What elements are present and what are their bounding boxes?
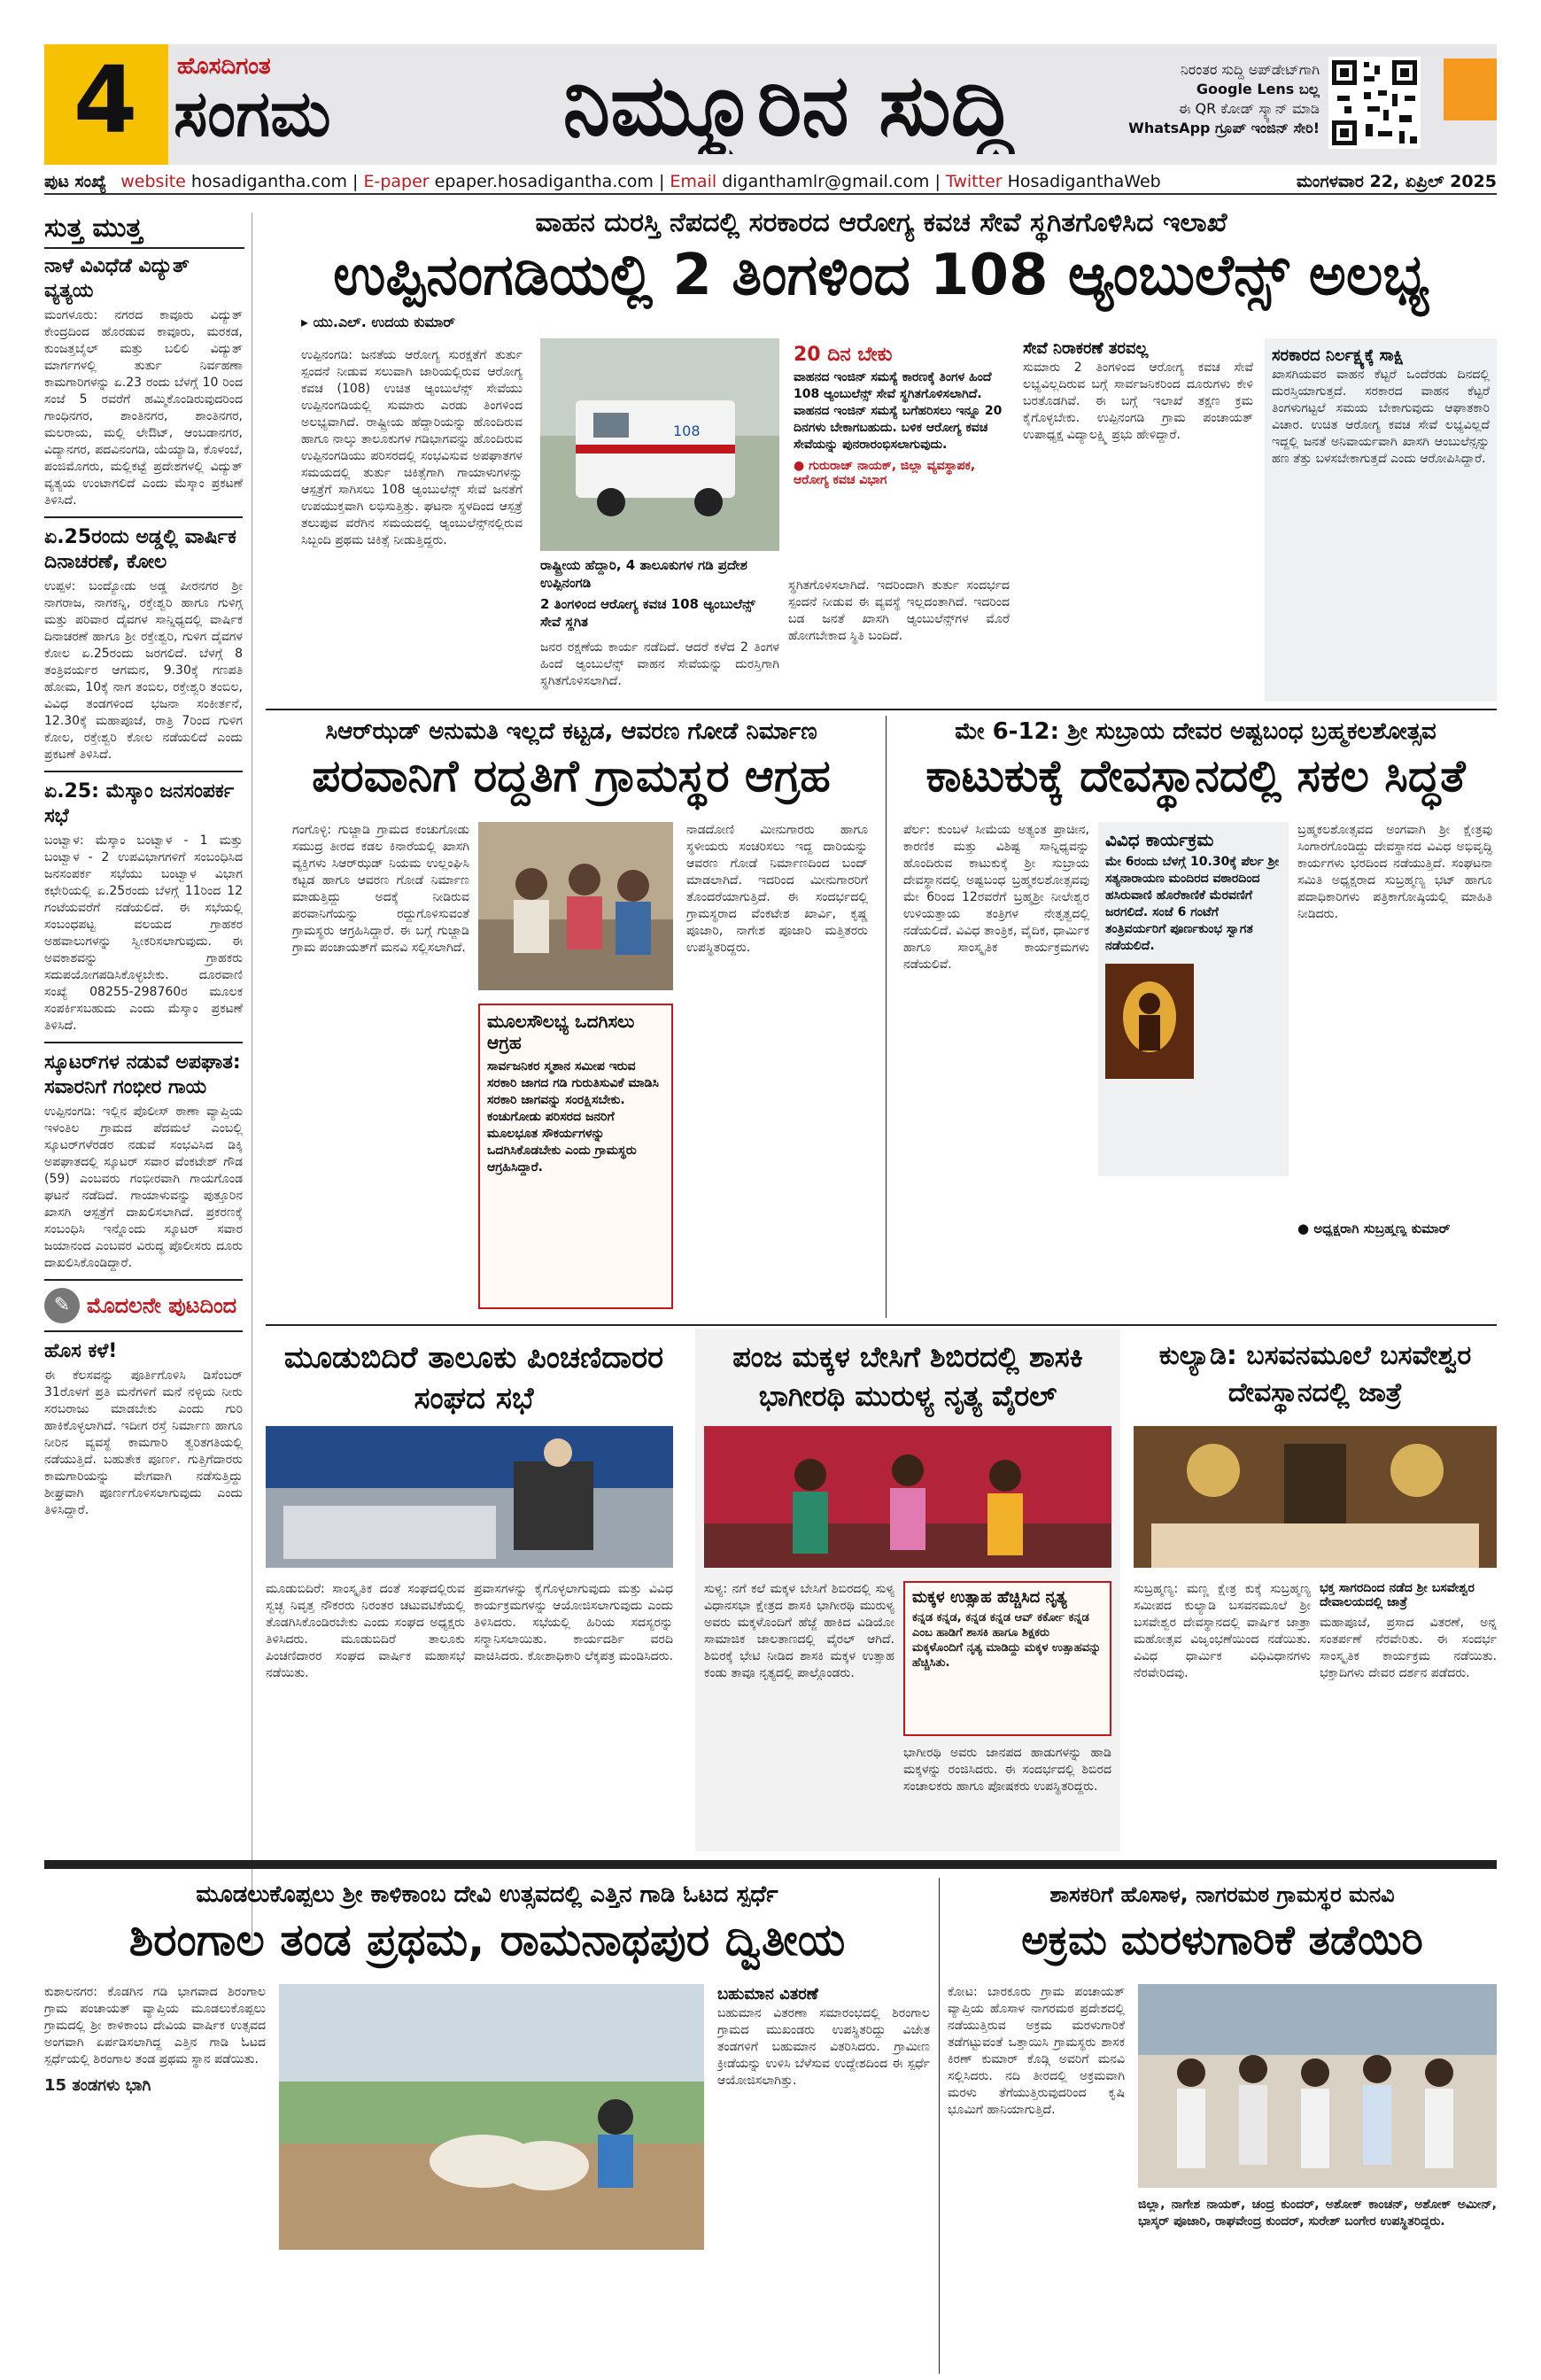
sidebar-title: ಸುತ್ತ ಮುತ್ತ xyxy=(44,213,244,249)
divider xyxy=(44,1330,243,1332)
box-body: ಕನ್ನಡ ಕನ್ನಡ, ಕನ್ನಡ ಕನ್ನಡ ಆವ್ ಕರ್ಕೋ ಕನ್ನಡ ಎಂಬ ಹಾಡಿಗೆ ಶಾಸಕಿ ಹಾಗೂ ಶಿಕ್ಷಕರು ಮಕ್ಕಳೊಂದಿಗೆ ನೃತ್ಯ ಮಾಡಿದ್ದು ಮಕ್ಕಳ ಉತ್ಸಾಹವನ್ನು ಹೆಚ್ಚಿಸಿತು. xyxy=(912,1611,1102,1670)
box-body: ಸಾರ್ವಜನಿಕರ ಸ್ಮಶಾನ ಸಮೀಪ ಇರುವ ಸರಕಾರಿ ಜಾಗದ ಗಡಿ ಗುರುತಿಸುವಿಕೆ ಮಾಡಿಸಿ ಸರಕಾರಿ ಜಾಗವನ್ನು ಸಂರಕ್ಷಿಸಬೇಕು. ಕಂಚುಗೋಡು ಪರಿಸರದ ಜನರಿಗೆ ಮೂಲಭೂತ ಸೌಕರ್ಯಗಳನ್ನು ಒದಗಿಸಿಕೊಡಬೇಕು ಎಂದು ಗ್ರಾಮಸ್ಥರು ಆಗ್ರಹಿಸಿದ್ದಾರೆ. xyxy=(487,1059,659,1174)
brief-headline: ನಾಳೆ ವಿವಿಧೆಡೆ ವಿದ್ಯುತ್ ವ್ಯತ್ಯಯ xyxy=(44,255,190,302)
villagers-photo xyxy=(478,822,673,990)
box-title: ಭಕ್ತ ಸಾಗರದಿಂದ ನಡೆದ ಶ್ರೀ ಬಸವೇಶ್ವರ ದೇವಾಲಯದಲ್ಲಿ ಜಾತ್ರೆ xyxy=(1320,1581,1475,1609)
story-headline: ಪರವಾನಿಗೆ ರದ್ದತಿಗೆ ಗ್ರಾಮಸ್ಥರ ಆಗ್ರಹ xyxy=(312,750,831,802)
lead-photo-column: ಜನರ ರಕ್ಷಣೆಯ ಕಾರ್ಯ ನಡೆದಿದೆ. ಆದರೆ ಕಳೆದ 2 ತಿಂಗಳ ಹಿಂದೆ ಆ್ಯಂಬುಲೆನ್ಸ್ ವಾಹನ ಸೇವೆಯನ್ನು ದುರಸ್ತಿಗಾಗಿ ಸ್ಥಗಿತಗೊಳಿಸಲಾಗಿದೆ. xyxy=(540,640,779,688)
brief-body: ಉಪ್ಪಳ: ಬಂದ್ಯೋಡು ಅಡ್ಡ ಪೀರನಗರ ಶ್ರೀ ನಾಗರಾಜ, ನಾಗಕನ್ನಿ, ರಕ್ತೇಶ್ವರಿ ಹಾಗೂ ಗುಳಿಗ್ಗ ಮತ್ತು ಪರಿವಾರ ದೈವಗಳ ಸಾನ್ನಿಧ್ಯದಲ್ಲಿ ವಾರ್ಷಿಕ ದಿನಾಚರಣೆ ಹಾಗೂ ಶ್ರೀ ರಕ್ತೇಶ್ವರಿ, ಗುಳಿಗ ದೈವಗಳ ಕೋಲ ಏ.25ರಂದು ಜರಗಲಿದೆ. ಬೆಳಗ್ಗೆ 8 ತಂತ್ರಿವರ್ಯರ ಆಗಮನ, 9.30ಕ್ಕೆ ಗಣಪತಿ ಹೋಮ, 10ಕ್ಕೆ ನಾಗ ತಂಬಿಲ, ರಕ್ತೇಶ್ವರಿ ತಂಬಿಲ, ವಿವಿಧ ತಂಡಗಳಿಂದ ಭಜನಾ ಸಂಕೀರ್ತನೆ, 12.30ಕ್ಕೆ ಮಹಾಪೂಜೆ, ರಾತ್ರಿ 7ರಿಂದ ಗುಳಿಗ ಕೋಲ, ರಕ್ತೇಶ್ವರಿ ಕೋಲ ನಡೆಯಲಿದೆ ಎಂದು ಪ್ರಕಟಣೆ ತಿಳಿಸಿದೆ. xyxy=(44,579,243,762)
qr-code-icon[interactable] xyxy=(1328,57,1421,149)
brief-body: ಮಂಗಳೂರು: ನಗರದ ಕಾವೂರು ವಿದ್ಯುತ್ ಕೇಂದ್ರದಿಂದ ಹೊರಡುವ ಕಾವೂರು, ಮರಕಡ, ಕುಂಜತ್ತಬೈಲ್ ಮತ್ತು ಬಲಿಲಿ ವಿದ್ಯುತ್ ಮಾರ್ಗಗಳಲ್ಲಿ ತುರ್ತು ನಿರ್ವಹಣಾ ಕಾಮಗಾರಿಗಳನ್ನು ಏ.23 ರಂದು ಬೆಳಗ್ಗೆ 10 ರಿಂದ ಸಂಜೆ 5 ರವರೆಗೆ ಹಮ್ಮಿಕೊಂಡಿರುವುದರಿಂದ ಗಾಂಧಿನಗರ, ಶಾಂತಿನಗರ, ಶಾಂತಿನಗರ, ಮಲರಾಯ, ಮಲ್ಲಿ ಲೇಔಟ್, ಆಂಬಡಾನಗರ, ವಿದ್ಯಾನಗರ, ಪದವಿನಂಗಡಿ, ಯೆಯ್ಯಾಡಿ, ಕೊಳಂಬೆ, ಪಂಜಿಮೊಗರು, ಮಲ್ಲಿಕಟ್ಟೆ ಪ್ರದೇಶಗಳಲ್ಲಿ ವಿದ್ಯುತ್ ವ್ಯತ್ಯಯ ಉಂಟಾಗಲಿದೆ ಎಂದು ಮೆಸ್ಕಾಂ ಪ್ರಕಟಣೆ ತಿಳಿಸಿದೆ. xyxy=(44,308,243,508)
byline-name: ಯು.ಎಲ್. ಉದಯ ಕುಮಾರ್ xyxy=(313,314,456,330)
attribution-text: ಅಧ್ಯಕ್ಷರಾಗಿ ಸುಬ್ರಹ್ಮಣ್ಯ ಕುಮಾರ್ xyxy=(1313,1221,1451,1237)
ambulance-photo xyxy=(540,338,779,551)
column-subhead: 15 ತಂಡಗಳು ಭಾಗಿ xyxy=(44,2076,151,2095)
box-title: ವಿವಿಧ ಕಾರ್ಯಕ್ರಮ xyxy=(1105,829,1214,850)
story-mla-dance xyxy=(695,1329,1120,1851)
box-title: ಮೂಲಸೌಲಭ್ಯ ಒದಗಿಸಲು ಆಗ್ರಹ xyxy=(487,1011,635,1053)
attribution-text: ಗುರುರಾಜ್ ನಾಯಕ್, ಜಿಲ್ಲಾ ವ್ಯವಸ್ಥಾಪಕ, ಆರೋಗ್ಯ ಕವಚ ವಿಭಾಗ xyxy=(794,459,976,487)
email-link[interactable]: diganthamlr@gmail.com xyxy=(722,172,930,191)
column-subhead: ಸರಕಾರದ ನಿರ್ಲಕ್ಷ್ಯಕ್ಕೆ ಸಾಕ್ಷಿ xyxy=(1272,346,1404,365)
story-kicker: ಶಾಸಕರಿಗೆ ಹೊಸಾಳ, ನಾಗರಮಠ ಗ್ರಾಮಸ್ಥರ ಮನವಿ xyxy=(1049,1882,1395,1907)
divider xyxy=(266,1324,1497,1326)
twitter-label: Twitter xyxy=(945,172,1003,191)
qr-line: WhatsApp ಗ್ರೂಪ್ ಇಂಜಿನ್ ಸೇರಿ! xyxy=(1128,120,1320,136)
quote-attribution: ● ಗುರುರಾಜ್ ನಾಯಕ್, ಜಿಲ್ಲಾ ವ್ಯವಸ್ಥಾಪಕ, ಆರೋಗ್ಯ ಕವಚ ವಿಭಾಗ xyxy=(794,459,976,487)
divider xyxy=(886,716,887,1318)
story-column: ಪೆರ್ಲ: ಕುಂಬಳೆ ಸೀಮೆಯ ಅತ್ಯಂತ ಪ್ರಾಚೀನ, ಕಾರಣಿಕ ಮತ್ತು ವಿಶಿಷ್ಟ ಸಾನ್ನಿಧ್ಯವನ್ನು ಹೊಂದಿರುವ ಕಾಟುಕುಕ್ಕೆ ಶ್ರೀ ಸುಬ್ರಾಯ ದೇವಸ್ಥಾನದಲ್ಲಿ ಅಷ್ಟಬಂಧ ಬ್ರಹ್ಮಕಲಶೋತ್ಸವವು ಮೇ 6ರಿಂದ 12ರವರೆಗೆ ಬ್ರಹ್ಮಶ್ರೀ ನೀಲೇಶ್ವರ ಉಳಿಯತ್ತಾಯ ತಂತ್ರಿಗಳ ನೇತೃತ್ವದಲ್ಲಿ ನಡೆಯಲಿದೆ. ವಿವಿಧ ತಾಂತ್ರಿಕ, ವೈದಿಕ, ಧಾರ್ಮಿಕ ಹಾಗೂ ಸಾಂಸ್ಕೃತಿಕ ಕಾರ್ಯಕ್ರಮಗಳು ನಡೆಯಲಿವೆ. xyxy=(903,823,1089,972)
divider xyxy=(939,1878,940,2374)
deity-photo xyxy=(1105,964,1194,1079)
box-body: ಮೇ 6ರಂದು ಬೆಳಗ್ಗೆ 10.30ಕ್ಕೆ ಪೆರ್ಲ ಶ್ರೀ ಸತ್ಯನಾರಾಯಣ ಮಂದಿರದ ವಠಾರದಿಂದ ಹಸಿರುವಾಣಿ ಹೊರೆಕಾಣಿಕೆ ಮೆರವಣಿಗೆ ಜರಗಲಿದೆ. ಸಂಜೆ 6 ಗಂಟೆಗೆ ತಂತ್ರಿವರ್ಯರಿಗೆ ಪೂರ್ಣಕುಂಭ ಸ್ವಾಗತ ನಡೆಯಲಿದೆ. xyxy=(1105,855,1279,953)
banner-title: ನಿಮ್ಮೂರಿನ ಸುದ್ದಿ xyxy=(562,57,1014,154)
divider xyxy=(44,1279,243,1281)
website-link[interactable]: hosadigantha.com xyxy=(190,172,347,191)
story-column: ಕೋಟ: ಬಾರಕೂರು ಗ್ರಾಮ ಪಂಚಾಯತ್ ವ್ಯಾಪ್ತಿಯ ಹೊಸಾಳ ನಾಗರಮಠ ಪ್ರದೇಶದಲ್ಲಿ ನಡೆಯುತ್ತಿರುವ ಅಕ್ರಮ ಮರಳುಗಾರಿಕೆ ತಡೆಗಟ್ಟುವಂತೆ ಒತ್ತಾಯಿಸಿ ಗ್ರಾಮಸ್ಥರು ಶಾಸಕ ಕಿರಣ್ ಕುಮಾರ್ ಕೊಡ್ಗಿ ಅವರಿಗೆ ಮನವಿ ಸಲ್ಲಿಸಿದರು. ನದಿ ತೀರದಲ್ಲಿ ಅಕ್ರಮವಾಗಿ ಮರಳು ತೆಗೆಯುತ್ತಿರುವುದರಿಂದ ಕೃಷಿ ಭೂಮಿಗೆ ಹಾನಿಯಾಗುತ್ತಿದೆ. xyxy=(948,1985,1125,2117)
fair-side xyxy=(1320,1581,1497,1847)
divider xyxy=(44,771,243,772)
column-subhead: ಸೇವೆ ನಿರಾಕರಣೆ ತರವಲ್ಲ xyxy=(1023,339,1149,358)
divider xyxy=(266,709,1497,710)
quote-box xyxy=(788,338,1010,560)
column-text: ಕುಶಾಲನಗರ: ಕೊಡಗಿನ ಗಡಿ ಭಾಗವಾದ ಶಿರಂಗಾಲ ಗ್ರಾಮ ಪಂಚಾಯತ್ ವ್ಯಾಪ್ತಿಯ ಮೂಡಲುಕೊಪ್ಪಲು ಗ್ರಾಮದಲ್ಲಿ ಶ್ರೀ ಕಾಳಿಕಾಂಬ ದೇವಿಯ ವಾರ್ಷಿಕ ಉತ್ಸವದ ಅಂಗವಾಗಿ ಏರ್ಪಡಿಸಲಾಗಿದ್ದ ಎತ್ತಿನ ಗಾಡಿ ಓಟದ ಸ್ಪರ್ಧೆಯಲ್ಲಿ ಶಿರಂಗಾಲ ತಂಡ ಪ್ರಥಮ ಸ್ಥಾನ ಪಡೆಯಿತು. xyxy=(44,1985,266,2066)
section-divider xyxy=(44,1860,1497,1869)
story-pensioners xyxy=(266,1329,682,1851)
brief-body: ಬಂಟ್ವಾಳ: ಮೆಸ್ಕಾಂ ಬಂಟ್ವಾಳ - 1 ಮತ್ತು ಬಂಟ್ವಾಳ - 2 ಉಪವಿಭಾಗಗಳಿಗೆ ಸಂಬಂಧಿಸಿದ ಜನಸಂಪರ್ಕ ಸಭೆಯು ಬಂಟ್ವಾಳ ವಿಭಾಗ ಕಛೇರಿಯಲ್ಲಿ ಏ.25ರಂದು ಬೆಳಗ್ಗೆ 11ರಿಂದ 12 ಗಂಟೆಯವರೆಗೆ ನಡೆಯಲಿದೆ. ಈ ಸಭೆಯಲ್ಲಿ ಸಂಬಂಧಪಟ್ಟ ವಲಯದ ಗ್ರಾಹಕರ ಅಹವಾಲುಗಳನ್ನು ಸ್ವೀಕರಿಸಲಾಗುವುದು. ಈ ಅವಕಾಶವನ್ನು ಗ್ರಾಹಕರು ಸದುಪಯೋಗಪಡಿಸಿಕೊಳ್ಳಬೇಕು. ದೂರವಾಣಿ ಸಂಖ್ಯೆ 08255-298760ರ ಮೂಲಕ ಸಂಪರ್ಕಿಸಬಹುದು ಎಂದು ಮೆಸ್ಕಾಂ ಪ್ರಕಟಣೆ ತಿಳಿಸಿದೆ. xyxy=(44,833,243,1033)
email-label: Email xyxy=(670,172,717,191)
story-column: ಮೂಡುಬಿದಿರೆ: ಸಾಂಸ್ಕೃತಿಕ ದಂತೆ ಸಂಘದಲ್ಲಿರುವ ಸ್ವಚ್ಛ ನಿವೃತ್ತ ನೌಕರರು ನಿರಂತರ ಚಟುವಟಿಕೆಯಲ್ಲಿ ತೊಡಗಿಸಿಕೊಂಡಿರಬೇಕು ಎಂದು ಸಂಘದ ಅಧ್ಯಕ್ಷರು ತಿಳಿಸಿದರು. ಮೂಡುಬಿದಿರೆ ತಾಲೂಕು ಪಿಂಚಣಿದಾರರ ಸಂಘದ ವಾರ್ಷಿಕ ಮಹಾಸಭೆ ನಡೆಯಿತು. xyxy=(266,1582,465,1680)
story-temple xyxy=(894,716,1497,1318)
lead-column-4 xyxy=(1023,338,1253,702)
lead-column-5 xyxy=(1265,338,1497,702)
brief-body: ಉಪ್ಪಿನಂಗಡಿ: ಇಲ್ಲಿನ ಪೊಲೀಸ್ ಠಾಣಾ ವ್ಯಾಪ್ತಿಯ ಇಳಂತಿಲ ಗ್ರಾಮದ ಪೆದಮಲೆ ಎಂಬಲ್ಲಿ ಸ್ಕೂಟರ್‌ಗಳೆರಡರ ನಡುವೆ ಸಂಭವಿಸಿದ ಡಿಕ್ಕಿ ಅಪಘಾತದಲ್ಲಿ ಸ್ಕೂಟರ್ ಸವಾರ ವೆಂಕಟೇಶ್ ಗೌಡ (59) ಎಂಬವರು ಗಂಭೀರವಾಗಿ ಗಾಯಗೊಂಡ ಘಟನೆ ನಡೆದಿದೆ. ಗಾಯಾಳುವನ್ನು ಪುತ್ತೂರಿನ ಖಾಸಗಿ ಆಸ್ಪತ್ರೆಗೆ ದಾಖಲಿಸಲಾಗಿದೆ. ಪ್ರಕರಣಕ್ಕೆ ಸಂಬಂಧಿಸಿ ಇನ್ನೊಂದು ಸ್ಕೂಟರ್ ಸವಾರ ಜಯಾನಂದ ಎಂಬವರ ವಿರುದ್ಧ ಪೊಲೀಸರು ದೂರು ದಾಖಲಿಸಿಕೊಂಡಿದ್ದಾರೆ. xyxy=(44,1105,243,1270)
lead-story xyxy=(266,205,1497,702)
box-title: ಮಕ್ಕಳ ಉತ್ಸಾಹ ಹೆಚ್ಚಿಸಿದ ನೃತ್ಯ xyxy=(912,1588,1067,1607)
info-bar: ಪುಟ ಸಂಖ್ಯೆ website hosadigantha.com | E-paper epaper.hosadigantha.com | Email diganthamlr@gmail.com | Twitter HosadiganthaWeb ಮಂಗಳವಾರ 22, ಏಪ್ರಿಲ್ 2025 xyxy=(44,168,1497,195)
bullock-race-photo xyxy=(279,1984,704,2250)
column-text: ಖಾಸಗಿಯವರ ವಾಹನ ಕೆಟ್ಟರೆ ಒಂದೆರಡು ದಿನದಲ್ಲಿ ದುರಸ್ತಿಯಾಗುತ್ತದೆ. ಸರಕಾರದ ವಾಹನ ಕೆಟ್ಟರೆ ತಿಂಗಳುಗಟ್ಟಲೆ ಸಮಯ ಬೇಕಾಗುವುದು ಆಘಾತಕಾರಿ ವಿಚಾರ. ಉಚಿತ ಆರೋಗ್ಯ ಕವಚ ಸೇವೆ ಲಭ್ಯವಿಲ್ಲದೆ ಇದ್ದಲ್ಲಿ ಜನತೆ ಅನಿವಾರ್ಯವಾಗಿ ಖಾಸಗಿ ಆಂಬುಲೆನ್ಸನ್ನು ಹಣ ತೆತ್ತು ಬಳಸಬೇಕಾಗುತ್ತದೆ ಎಂದು ಆರೋಪಿಸಿದ್ದಾರೆ. xyxy=(1272,368,1490,466)
story-headline: ಅಕ್ರಮ ಮರಳುಗಾರಿಕೆ ತಡೆಯಿರಿ xyxy=(1021,1916,1423,1964)
issue-date: ಮಂಗಳವಾರ 22, ಏಪ್ರಿಲ್ 2025 xyxy=(1296,172,1497,191)
temple-attribution: ● ಅಧ್ಯಕ್ಷರಾಗಿ ಸುಬ್ರಹ್ಮಣ್ಯ ಕುಮಾರ್ xyxy=(1297,1221,1451,1237)
brief-headline: ಏ.25ರಂದು ಅಡ್ಡಲ್ಲಿ ವಾರ್ಷಿಕ ದಿನಾಚರಣೆ, ಕೋಲ xyxy=(44,526,236,573)
quote-box-title: 20 ದಿನ ಬೇಕು xyxy=(794,344,893,366)
story-column: ಸುಬ್ರಹ್ಮಣ್ಯ: ಮಣ್ಣ ಕ್ಷೇತ್ರ ಕುಕ್ಕೆ ಸುಬ್ರಹ್ಮಣ್ಯ ಸಮೀಪದ ಕುಲ್ಯಾಡಿ ಬಸವನಮೂಲೆ ಶ್ರೀ ಬಸವೇಶ್ವರ ದೇವಸ್ಥಾನದಲ್ಲಿ ವಾರ್ಷಿಕ ಜಾತ್ರಾ ಮಹೋತ್ಸವ ವಿಜೃಂಭಣೆಯಿಂದ ನಡೆಯಿತು. ವಿವಿಧ ಧಾರ್ಮಿಕ ವಿಧಿವಿಧಾನಗಳು ನೆರವೇರಿದವು. xyxy=(1134,1582,1311,1680)
divider xyxy=(44,516,243,518)
epaper-link[interactable]: epaper.hosadigantha.com xyxy=(434,172,654,191)
epaper-label: E-paper xyxy=(363,172,430,191)
demand-box xyxy=(478,1004,673,1309)
story-column: ಮಹಾಪೂಜೆ, ಪ್ರಸಾದ ವಿತರಣೆ, ಅನ್ನ ಸಂತರ್ಪಣೆ ನೆರವೇರಿತು. ಈ ಸಂದರ್ಭ ಸಾಂಸ್ಕೃತಿಕ ಕಾರ್ಯಕ್ರಮ ನಡೆಯಿತು. ಭಕ್ತಾದಿಗಳು ದೇವರ ದರ್ಶನ ಪಡೆದರು. xyxy=(1320,1616,1497,1680)
lead-kicker: ವಾಹನ ದುರಸ್ತಿ ನೆಪದಲ್ಲಿ ಸರಕಾರದ ಆರೋಗ್ಯ ಕವಚ ಸೇವೆ ಸ್ಥಗಿತಗೊಳಿಸಿದ ಇಲಾಖೆ xyxy=(535,207,1227,238)
brief-headline: ಸ್ಕೂಟರ್‌ಗಳ ನಡುವೆ ಅಪಘಾತ: ಸವಾರನಿಗೆ ಗಂಭೀರ ಗಾಯ xyxy=(44,1051,241,1098)
lead-column-1: ಉಪ್ಪಿನಂಗಡಿ: ಜನತೆಯ ಆರೋಗ್ಯ ಸುರಕ್ಷತೆಗೆ ತುರ್ತು ಸ್ಪಂದನೆ ನೀಡುವ ಸಲುವಾಗಿ ಜಾರಿಯಲ್ಲಿರುವ ಆರೋಗ್ಯ ಕವಚ (108) ಉಚಿತ ಆ್ಯಂಬುಲೆನ್ಸ್ ಸೇವೆಯು ಉಪ್ಪಿನಂಗಡಿಯಲ್ಲಿ ಸುಮಾರು ಎರಡು ತಿಂಗಳಿಂದ ಅಲಭ್ಯವಾಗಿದೆ. ರಾಷ್ಟ್ರೀಯ ಹೆದ್ದಾರಿಯನ್ನು ಹೊಂದಿರುವ ಹಾಗೂ ನಾಲ್ಕು ತಾಲೂಕುಗಳ ಗಡಿಭಾಗವನ್ನು ಹೊಂದಿರುವ ಉಪ್ಪಿನಂಗಡಿಯು ಪರಿಸರದಲ್ಲಿ ಸಂಭವಿಸುವ ಅಪಘಾತಗಳ ಸಮಯದಲ್ಲಿ ತುರ್ತು ಚಿಕಿತ್ಸೆಗಾಗಿ ಗಾಯಾಳುಗಳನ್ನು ಆಸ್ಪತ್ರೆಗೆ ಸಾಗಿಸಲು 108 ಆ್ಯಂಬುಲೆನ್ಸ್ ಸೇವೆ ಜನತೆಗೆ ಉಪಯುಕ್ತವಾಗಿ ಲಭಿಸುತ್ತಿತ್ತು. ಘಟನಾ ಸ್ಥಳದಿಂದ ಆಸ್ಪತ್ರೆ ತಲುಪುವ ವರೆಗಿನ ಸಮಯದಲ್ಲಿ ಆ್ಯಂಬುಲೆನ್ಸ್‌ನಲ್ಲಿರುವ ಸಿಬ್ಬಂದಿ ಪ್ರಥಮ ಚಿಕಿತ್ಸೆ ನೀಡುತ್ತಿದ್ದರು. xyxy=(301,348,523,547)
caption-line: 2 ತಿಂಗಳಿಂದ ಆರೋಗ್ಯ ಕವಚ 108 ಆ್ಯಂಬುಲೆನ್ಸ್ ಸೇವೆ ಸ್ಥಗಿತ xyxy=(540,596,755,630)
lead-column-3: ಸ್ಥಗಿತಗೊಳಿಸಲಾಗಿದೆ. ಇದರಿಂದಾಗಿ ತುರ್ತು ಸಂದರ್ಭದ ಸ್ಪಂದನೆ ನೀಡುವ ಈ ವ್ಯವಸ್ಥೆ ಇಲ್ಲದಂತಾಗಿದೆ. ಇದರಿಂದ ಬಡ ಜನತೆ ಖಾಸಗಿ ಆ್ಯಂಬುಲೆನ್ಸ್‌ಗಳ ಮೊರೆ ಹೋಗಬೇಕಾದ ಸ್ಥಿತಿ ಬಂದಿದೆ. xyxy=(788,578,1010,643)
petition-photo xyxy=(1138,1984,1497,2188)
story-column: ಬ್ರಹ್ಮಕಲಶೋತ್ಸವದ ಅಂಗವಾಗಿ ಶ್ರೀ ಕ್ಷೇತ್ರವು ಸಿಂಗಾರಗೊಂಡಿದ್ದು ದೇವಸ್ಥಾನದ ವಿವಿಧ ಅಭಿವೃದ್ಧಿ ಕಾರ್ಯಗಳು ಭರದಿಂದ ನಡೆಯುತ್ತಿದೆ. ಸಂಘಟನಾ ಸಮಿತಿ ಅಧ್ಯಕ್ಷರಾದ ಸುಬ್ರಹ್ಮಣ್ಯ ಭಟ್ ಹಾಗೂ ಪದಾಧಿಕಾರಿಗಳು ಪತ್ರಿಕಾಗೋಷ್ಠಿಯಲ್ಲಿ ಮಾಹಿತಿ ನೀಡಿದರು. xyxy=(1297,823,1492,921)
svg-text:108: 108 xyxy=(673,423,701,439)
sidebar-briefs xyxy=(44,213,252,1949)
twitter-link[interactable]: HosadiganthaWeb xyxy=(1007,172,1161,191)
brief-headline: ಏ.25: ಮೆಸ್ಕಾಂ ಜನಸಂಪರ್ಕ ಸಭೆ xyxy=(44,780,235,827)
caption-line: ರಾಷ್ಟ್ರೀಯ ಹೆದ್ದಾರಿ, 4 ತಾಲೂಕುಗಳ ಗಡಿ ಪ್ರದೇಶ ಉಪ್ಪಿನಂಗಡಿ xyxy=(540,557,747,591)
story-bullock-race xyxy=(44,1878,930,2374)
photo-caption: ಜಿಲ್ಲಾ, ನಾಗೇಶ ನಾಯಕ್, ಚಂದ್ರ ಕುಂದರ್, ಅಶೋಕ್ ಕಾಂಚನ್, ಅಶೋಕ್ ಅಮೀನ್, ಭಾಸ್ಕರ್ ಪೂಜಾರಿ, ರಾಘವೇಂದ್ರ ಕುಂದರ್, ಸುರೇಶ್ ಬಂಗೇರ ಉಪಸ್ಥಿತರಿದ್ದರು. xyxy=(1138,2198,1497,2229)
continued-label: ಮೊದಲನೇ ಪುಟದಿಂದ xyxy=(87,1293,237,1318)
story-headline: ಕುಲ್ಯಾಡಿ: ಬಸವನಮೂಲೆ ಬಸವೇಶ್ವರ ದೇವಸ್ಥಾನದಲ್ಲಿ ಜಾತ್ರೆ xyxy=(1158,1340,1472,1408)
page-number: 4 xyxy=(73,51,138,149)
brief-body: ಈ ಕೆಲಸವನ್ನು ಪೂರ್ತಿಗೊಳಿಸಿ ಡಿಸೆಂಬರ್ 31ರೊಳಗೆ ಪ್ರತಿ ಮನೆಗಳಿಗೆ ಮನೆ ನಳ್ಳಿಯ ನೀರು ಸರಬರಾಜು ಮಾಡಬೇಕು ಎಂದು ಗುರಿ ಹಾಕಿಕೊಳ್ಳಲಾಗಿದೆ. ಇದೀಗ ರಸ್ತೆ ನಿರ್ಮಾಣ ಹಾಗೂ ನೀರಿನ ವ್ಯವಸ್ಥೆ ಕಾಮಗಾರಿ ತ್ವರಿತಗತಿಯಲ್ಲಿ ನಡೆಯುತ್ತಿದೆ. ಬಹುತೇಕ ಪೂರ್ಣ. ಗುತ್ತಿಗೆದಾರರು ಕಾಮಗಾರಿಯನ್ನು ವೇಗವಾಗಿ ನಡೆಸುತ್ತಿದ್ದು ಶೀಘ್ರವಾಗಿ ಪೂರ್ಣಗೊಳಿಸಲಾಗುವುದು ಎಂದು ತಿಳಿಸಿದ್ದಾರೆ. xyxy=(44,1368,243,1517)
publication-tag: ಹೊಸದಿಗಂತ xyxy=(177,53,271,80)
quote-box-body: ವಾಹನದ ಇಂಜಿನ್ ಸಮಸ್ಯೆ ಕಾರಣಕ್ಕೆ ತಿಂಗಳ ಹಿಂದೆ 108 ಆ್ಯಂಬುಲೆನ್ಸ್ ಸೇವೆ ಸ್ಥಗಿತಗೊಳಿಸಲಾಗಿದೆ. ವಾಹನದ ಇಂಜಿನ್ ಸಮಸ್ಯೆ ಬಗೆಹರಿಸಲು ಇನ್ನೂ 20 ದಿನಗಳು ಬೇಕಾಗಬಹುದು. ಬಳಿಕ ಆರೋಗ್ಯ ಕವಚ ಸೇವೆಯನ್ನು ಪುನರಾರಂಭಿಸಲಾಗುವುದು. xyxy=(794,370,1003,452)
divider xyxy=(44,1042,243,1043)
story-column: ಸುಳ್ಯ: ನಗೆ ಕಲೆ ಮಕ್ಕಳ ಬೇಸಿಗೆ ಶಿಬಿರದಲ್ಲಿ ಸುಳ್ಯ ವಿಧಾನಸಭಾ ಕ್ಷೇತ್ರದ ಶಾಸಕಿ ಭಾಗೀರಥಿ ಮುರುಳ್ಯ ಅವರು ಮಕ್ಕಳೊಂದಿಗೆ ಹೆಜ್ಜೆ ಹಾಕಿದ ವಿಡಿಯೋ ಸಾಮಾಜಿಕ ಜಾಲತಾಣದಲ್ಲಿ ವೈರಲ್ ಆಗಿದೆ. ಶಿಬಿರಕ್ಕೆ ಭೇಟಿ ನೀಡಿದ ಶಾಸಕಿ ಮಕ್ಕಳ ಉತ್ಸಾಹ ಕಂಡು ತಾವೂ ನೃತ್ಯದಲ್ಲಿ ಪಾಲ್ಗೊಂಡರು. xyxy=(704,1582,894,1680)
story-column: ಪ್ರವಾಸಗಳನ್ನು ಕೈಗೊಳ್ಳಲಾಗುವುದು ಮತ್ತು ವಿವಿಧ ಕಾರ್ಯಕ್ರಮಗಳನ್ನು ಆಯೋಜಿಸಲಾಗುವುದು ಎಂದು ತಿಳಿಸಿದರು. ಸಭೆಯಲ್ಲಿ ಹಿರಿಯ ಸದಸ್ಯರನ್ನು ಸನ್ಮಾನಿಸಲಾಯಿತು. ಕಾರ್ಯದರ್ಶಿ ವರದಿ ವಾಚಿಸಿದರು. ಕೋಶಾಧಿಕಾರಿ ಲೆಕ್ಕಪತ್ರ ಮಂಡಿಸಿದರು. xyxy=(474,1582,673,1663)
website-label: website xyxy=(120,172,186,191)
column-text: ಬಹುಮಾನ ವಿತರಣಾ ಸಮಾರಂಭದಲ್ಲಿ ಶಿರಂಗಾಲ ಗ್ರಾಮದ ಮುಖಂಡರು ಉಪಸ್ಥಿತರಿದ್ದು ವಿಜೇತ ತಂಡಗಳಿಗೆ ಬಹುಮಾನ ವಿತರಿಸಿದರು. ಗ್ರಾಮೀಣ ಕ್ರೀಡೆಯನ್ನು ಉಳಿಸಿ ಬೆಳೆಸುವ ಉದ್ದೇಶದಿಂದ ಈ ಸ್ಪರ್ಧೆ ಆಯೋಜಿಸಲಾಗಿತ್ತು. xyxy=(717,2006,930,2088)
story-fair xyxy=(1134,1329,1497,1851)
story-kicker: ಮೇ 6-12: ಶ್ರೀ ಸುಬ್ರಾಯ ದೇವರ ಅಷ್ಟಬಂಧ ಬ್ರಹ್ಮಕಲಶೋತ್ಸವ xyxy=(955,718,1436,745)
story-kicker: ಮೂಡಲುಕೊಪ್ಪಲು ಶ್ರೀ ಕಾಳಿಕಾಂಬ ದೇವಿ ಉತ್ಸವದಲ್ಲಿ ಎತ್ತಿನ ಗಾಡಿ ಓಟದ ಸ್ಪರ್ಧೆ xyxy=(196,1881,778,1908)
photo-caption xyxy=(540,556,779,631)
program-box xyxy=(1098,822,1289,1176)
masthead-accent xyxy=(1444,58,1497,120)
story-permission xyxy=(266,716,877,1318)
story-column: ಭಾಗೀರಥಿ ಅವರು ಜಾನಪದ ಹಾಡುಗಳನ್ನು ಹಾಡಿ ಮಕ್ಕಳನ್ನು ರಂಜಿಸಿದರು. ಈ ಸಂದರ್ಭದಲ್ಲಿ ಶಿಬಿರದ ಸಂಚಾಲಕರು ಹಾಗೂ ಪೋಷಕರು ಉಪಸ್ಥಿತರಿದ್ದರು. xyxy=(903,1746,1111,1794)
qr-line: ಈ QR ಕೋಡ್ ಸ್ಕ್ಯಾನ್ ಮಾಡಿ xyxy=(1178,100,1320,117)
pages-label: ಪುಟ ಸಂಖ್ಯೆ xyxy=(44,172,107,191)
story-column: ನಾಡದೋಣಿ ಮೀನುಗಾರರು ಹಾಗೂ ಸ್ಥಳೀಯರು ಸಂಚರಿಸಲು ಇದ್ದ ದಾರಿಯನ್ನು ಆವರಣ ಗೋಡೆ ನಿರ್ಮಾಣದಿಂದ ಬಂದ್ ಮಾಡಲಾಗಿದೆ. ಇದರಿಂದ ಮೀನುಗಾರರಿಗೆ ತೊಂದರೆಯಾಗುತ್ತಿದೆ. ಈ ಸಂದರ್ಭದಲ್ಲಿ ಗ್ರಾಮಸ್ಥರಾದ ವೆಂಕಟೇಶ ಖಾರ್ವಿ, ಕೃಷ್ಣ ಪೂಜಾರಿ, ನಾಗೇಶ ಪೂಜಾರಿ ಮತ್ತಿತರರು ಉಪಸ್ಥಿತರಿದ್ದರು. xyxy=(686,823,868,955)
brief-headline: ಹೊಸ ಕಳೆ! xyxy=(44,1340,118,1362)
story-headline: ಕಾಟುಕುಕ್ಕೆ ದೇವಸ್ಥಾನದಲ್ಲಿ ಸಕಲ ಸಿದ್ಧತೆ xyxy=(925,750,1466,802)
story-sand-mining xyxy=(948,1878,1497,2374)
race-column xyxy=(44,1984,266,2356)
story-headline: ಪಂಜ ಮಕ್ಕಳ ಬೇಸಿಗೆ ಶಿಬಿರದಲ್ಲಿ ಶಾಸಕಿ ಭಾಗೀರಥಿ ಮುರುಳ್ಯ ನೃತ್ಯ ವೈರಲ್ xyxy=(732,1340,1083,1413)
column-subhead: ಬಹುಮಾನ ವಿತರಣೆ xyxy=(717,1985,818,2004)
column-text: ಸುಮಾರು 2 ತಿಂಗಳಿಂದ ಆರೋಗ್ಯ ಕವಚ ಸೇವೆ ಲಭ್ಯವಿಲ್ಲದಿರುವ ಬಗ್ಗೆ ಸಾರ್ವಜನಿಕರಿಂದ ದೂರುಗಳು ಕೇಳಿ ಬರತೊಡಗಿವೆ. ಈ ಬಗ್ಗೆ ಇಲಾಖೆ ತಕ್ಷಣ ಕ್ರಮ ಕೈಗೊಳ್ಳಬೇಕು. ಉಪ್ಪಿನಂಗಡಿ ಗ್ರಾಮ ಪಂಚಾಯತ್ ಉಪಾಧ್ಯಕ್ಷ ವಿದ್ಯಾಲಕ್ಷ್ಮಿ ಪ್ರಭು ಹೇಳಿದ್ದಾರೆ. xyxy=(1023,360,1253,442)
qr-instructions xyxy=(1063,60,1320,138)
story-headline: ಮೂಡುಬಿದಿರೆ ತಾಲೂಕು ಪಿಂಚಣಿದಾರರ ಸಂಘದ ಸಭೆ xyxy=(283,1340,664,1416)
story-kicker: ಸಿಆರ್‌ಝಡ್ ಅನುಮತಿ ಇಲ್ಲದೆ ಕಟ್ಟಡ, ಆವರಣ ಗೋಡೆ ನಿರ್ಮಾಣ xyxy=(325,718,817,745)
qr-line: ನಿರಂತರ ಸುದ್ದಿ ಅಪ್‌ಡೇಟ್‌ಗಾಗಿ xyxy=(1180,61,1320,78)
meeting-photo xyxy=(266,1426,673,1568)
story-headline: ಶಿರಂಗಾಲ ತಂಡ ಪ್ರಥಮ, ರಾಮನಾಥಪುರ ದ್ವಿತೀಯ xyxy=(128,1914,846,1965)
temple-fair-photo xyxy=(1134,1426,1497,1568)
enthusiasm-box xyxy=(903,1581,1111,1736)
byline: ▸ ಯು.ಎಲ್. ಉದಯ ಕುಮಾರ್ xyxy=(301,314,456,330)
section-name: ಸಂಗಮ xyxy=(174,78,331,149)
story-column: ಗಂಗೊಳ್ಳಿ: ಗುಜ್ಜಾಡಿ ಗ್ರಾಮದ ಕಂಚುಗೋಡು ಸಮುದ್ರ ತೀರದ ಕಡಲ ಕಿನಾರೆಯಲ್ಲಿ ಖಾಸಗಿ ವ್ಯಕ್ತಿಗಳು ಸಿಆರ್‌ಝಡ್ ನಿಯಮ ಉಲ್ಲಂಘಿಸಿ ಕಟ್ಟಡ ಹಾಗೂ ಆವರಣ ಗೋಡೆ ನಿರ್ಮಾಣ ಮಾಡುತ್ತಿದ್ದು ಅದಕ್ಕೆ ನೀಡಿರುವ ಪರವಾನಿಗೆಯನ್ನು ರದ್ದುಗೊಳಿಸುವಂತೆ ಗ್ರಾಮಸ್ಥರು ಆಗ್ರಹಿಸಿದ್ದಾರೆ. ಈ ಬಗ್ಗೆ ಗುಜ್ಜಾಡಿ ಗ್ರಾಮ ಪಂಚಾಯತ್‌ಗೆ ಮನವಿ ಸಲ್ಲಿಸಲಾಗಿದೆ. xyxy=(292,823,469,955)
pencil-icon: ✎ xyxy=(44,1288,80,1323)
front-page-continued xyxy=(44,1288,243,1323)
lead-headline: ಉಪ್ಪಿನಂಗಡಿಯಲ್ಲಿ 2 ತಿಂಗಳಿಂದ 108 ಆ್ಯಂಬುಲೆನ್ಸ್ ಅಲಭ್ಯ xyxy=(333,243,1429,308)
dance-photo xyxy=(704,1426,1111,1568)
qr-line: Google Lens ಬಲ್ಲ xyxy=(1196,81,1320,97)
race-prize-column xyxy=(717,1984,930,2356)
